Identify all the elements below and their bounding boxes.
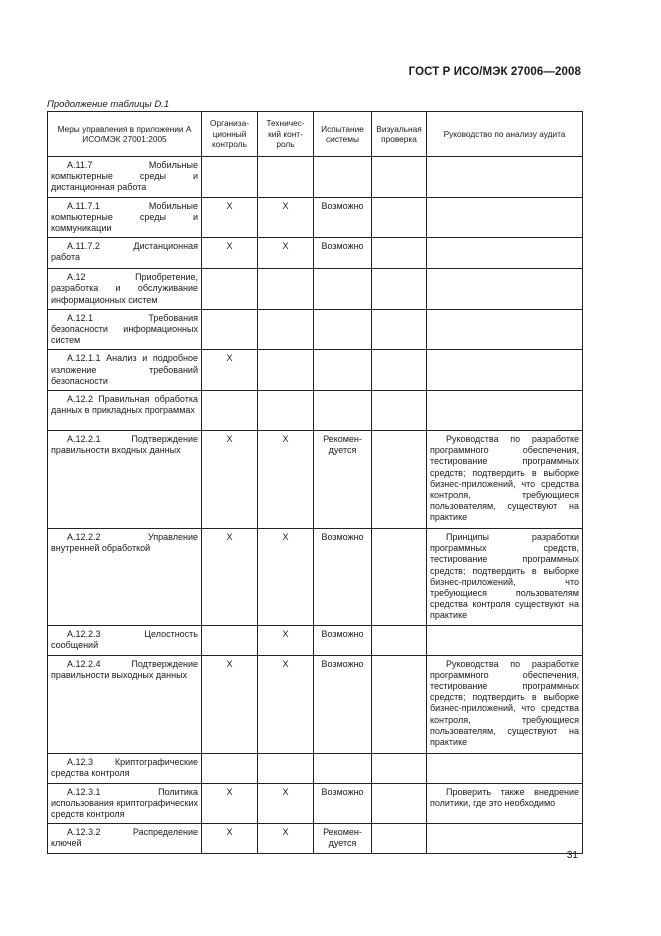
cell-technical: X — [258, 529, 314, 626]
cell-measure: А.12.2.4 Подтверждение правильности выходных данных — [48, 655, 202, 753]
cell-measure: А.12.2.1 Подтверждение правильности входных данных — [48, 431, 202, 529]
table-row — [48, 824, 583, 854]
cell-system-test: Возможно — [314, 238, 372, 269]
table-row — [48, 655, 583, 753]
cell-organizational: X — [202, 783, 258, 824]
table-header-row — [48, 112, 583, 157]
cell-system-test — [314, 157, 372, 198]
cell-visual-check — [372, 753, 427, 783]
cell-visual-check — [372, 157, 427, 198]
cell-technical — [258, 391, 314, 431]
cell-measure: А.12.3 Криптографические средства контроля — [48, 753, 202, 783]
cell-technical — [258, 309, 314, 350]
column-header-audit-guidance: Руководство по анализу аудита — [427, 112, 583, 157]
cell-technical: X — [258, 431, 314, 529]
cell-system-test — [314, 269, 372, 310]
document-standard-header: ГОСТ Р ИСО/МЭК 27006—2008 — [408, 66, 581, 78]
cell-visual-check — [372, 625, 427, 655]
cell-visual-check — [372, 309, 427, 350]
cell-audit-guidance — [427, 157, 583, 198]
cell-visual-check — [372, 350, 427, 391]
cell-technical: X — [258, 824, 314, 854]
cell-audit-guidance — [427, 391, 583, 431]
table-row — [48, 238, 583, 269]
cell-measure: А.11.7.2 Дистанционная работа — [48, 238, 202, 269]
cell-visual-check — [372, 269, 427, 310]
table-row — [48, 197, 583, 238]
cell-system-test — [314, 391, 372, 431]
cell-technical — [258, 350, 314, 391]
cell-measure: А.12.2 Правильная обработка данных в прикладных программах — [48, 391, 202, 431]
cell-system-test — [314, 350, 372, 391]
cell-system-test: Возможно — [314, 655, 372, 753]
table-continuation-caption: Продолжение таблицы D.1 — [47, 99, 170, 110]
cell-audit-guidance — [427, 625, 583, 655]
cell-visual-check — [372, 529, 427, 626]
table-row — [48, 529, 583, 626]
cell-technical: X — [258, 625, 314, 655]
cell-measure: А.12.1.1 Анализ и подробное изложение требований безопасности — [48, 350, 202, 391]
table-row — [48, 625, 583, 655]
table-row — [48, 157, 583, 198]
cell-visual-check — [372, 391, 427, 431]
cell-organizational: X — [202, 824, 258, 854]
page-number: 31 — [566, 850, 578, 861]
cell-audit-guidance — [427, 824, 583, 854]
cell-organizational: X — [202, 529, 258, 626]
cell-audit-guidance — [427, 269, 583, 310]
cell-organizational: X — [202, 350, 258, 391]
cell-organizational: X — [202, 655, 258, 753]
cell-technical — [258, 157, 314, 198]
cell-organizational: X — [202, 431, 258, 529]
table-row — [48, 431, 583, 529]
cell-visual-check — [372, 824, 427, 854]
cell-audit-guidance — [427, 309, 583, 350]
cell-measure: А.12.3.2 Распределение ключей — [48, 824, 202, 854]
table-row — [48, 753, 583, 783]
cell-organizational — [202, 753, 258, 783]
table-row — [48, 783, 583, 824]
cell-audit-guidance: Принципы разработки программных средств, тестирование программных средств; подтвердить в выборке бизнес-приложений, что требующиеся пользователям средства контроля существуют на практике — [427, 529, 583, 626]
cell-system-test — [314, 309, 372, 350]
cell-technical: X — [258, 238, 314, 269]
cell-system-test — [314, 753, 372, 783]
table-row — [48, 269, 583, 310]
cell-organizational — [202, 391, 258, 431]
cell-visual-check — [372, 783, 427, 824]
column-header-organizational: Организа-ционный контроль — [202, 112, 258, 157]
cell-measure: А.12.1 Требования безопасности информационных систем — [48, 309, 202, 350]
cell-measure: А.11.7.1 Мобильные компьютерные среды и коммуникации — [48, 197, 202, 238]
cell-audit-guidance — [427, 197, 583, 238]
cell-measure: А.12.2.3 Целостность сообщений — [48, 625, 202, 655]
column-header-visual-check: Визуальная проверка — [372, 112, 427, 157]
cell-organizational: X — [202, 238, 258, 269]
cell-technical — [258, 753, 314, 783]
cell-measure: А.11.7 Мобильные компьютерные среды и дистанционная работа — [48, 157, 202, 198]
cell-audit-guidance — [427, 238, 583, 269]
cell-technical: X — [258, 655, 314, 753]
cell-measure: А.12.3.1 Политика использования криптографических средств контроля — [48, 783, 202, 824]
cell-audit-guidance — [427, 753, 583, 783]
cell-organizational — [202, 157, 258, 198]
cell-system-test: Возможно — [314, 783, 372, 824]
cell-organizational — [202, 625, 258, 655]
cell-system-test: Рекомен-дуется — [314, 824, 372, 854]
column-header-measure: Меры управления в приложении А ИСО/МЭК 27001:2005 — [48, 112, 202, 157]
cell-technical: X — [258, 783, 314, 824]
cell-measure: А.12 Приобретение, разработка и обслуживание информационных систем — [48, 269, 202, 310]
cell-system-test: Рекомен-дуется — [314, 431, 372, 529]
cell-visual-check — [372, 238, 427, 269]
table-row — [48, 309, 583, 350]
cell-organizational: X — [202, 197, 258, 238]
cell-audit-guidance: Проверить также внедрение политики, где это необходимо — [427, 783, 583, 824]
cell-audit-guidance: Руководства по разработке программного обеспечения, тестирование программных средств; подтвердить в выборке бизнес-приложений, что средства контроля, требующиеся пользователям, существуют на практике — [427, 655, 583, 753]
table-body — [48, 157, 583, 854]
cell-organizational — [202, 269, 258, 310]
cell-system-test: Возможно — [314, 197, 372, 238]
cell-system-test: Возможно — [314, 625, 372, 655]
audit-guidance-table — [47, 111, 583, 854]
table-row — [48, 391, 583, 431]
cell-measure: А.12.2.2 Управление внутренней обработкой — [48, 529, 202, 626]
cell-audit-guidance: Руководства по разработке программного обеспечения, тестирование программных средств; подтвердить в выборке бизнес-приложений, что средства контроля, требующиеся пользователям, существуют на практике — [427, 431, 583, 529]
table-row — [48, 350, 583, 391]
cell-technical — [258, 269, 314, 310]
column-header-technical: Техничес-кий конт-роль — [258, 112, 314, 157]
cell-visual-check — [372, 431, 427, 529]
cell-visual-check — [372, 197, 427, 238]
column-header-system-test: Испытание системы — [314, 112, 372, 157]
cell-audit-guidance — [427, 350, 583, 391]
cell-visual-check — [372, 655, 427, 753]
cell-system-test: Возможно — [314, 529, 372, 626]
cell-technical: X — [258, 197, 314, 238]
cell-organizational — [202, 309, 258, 350]
